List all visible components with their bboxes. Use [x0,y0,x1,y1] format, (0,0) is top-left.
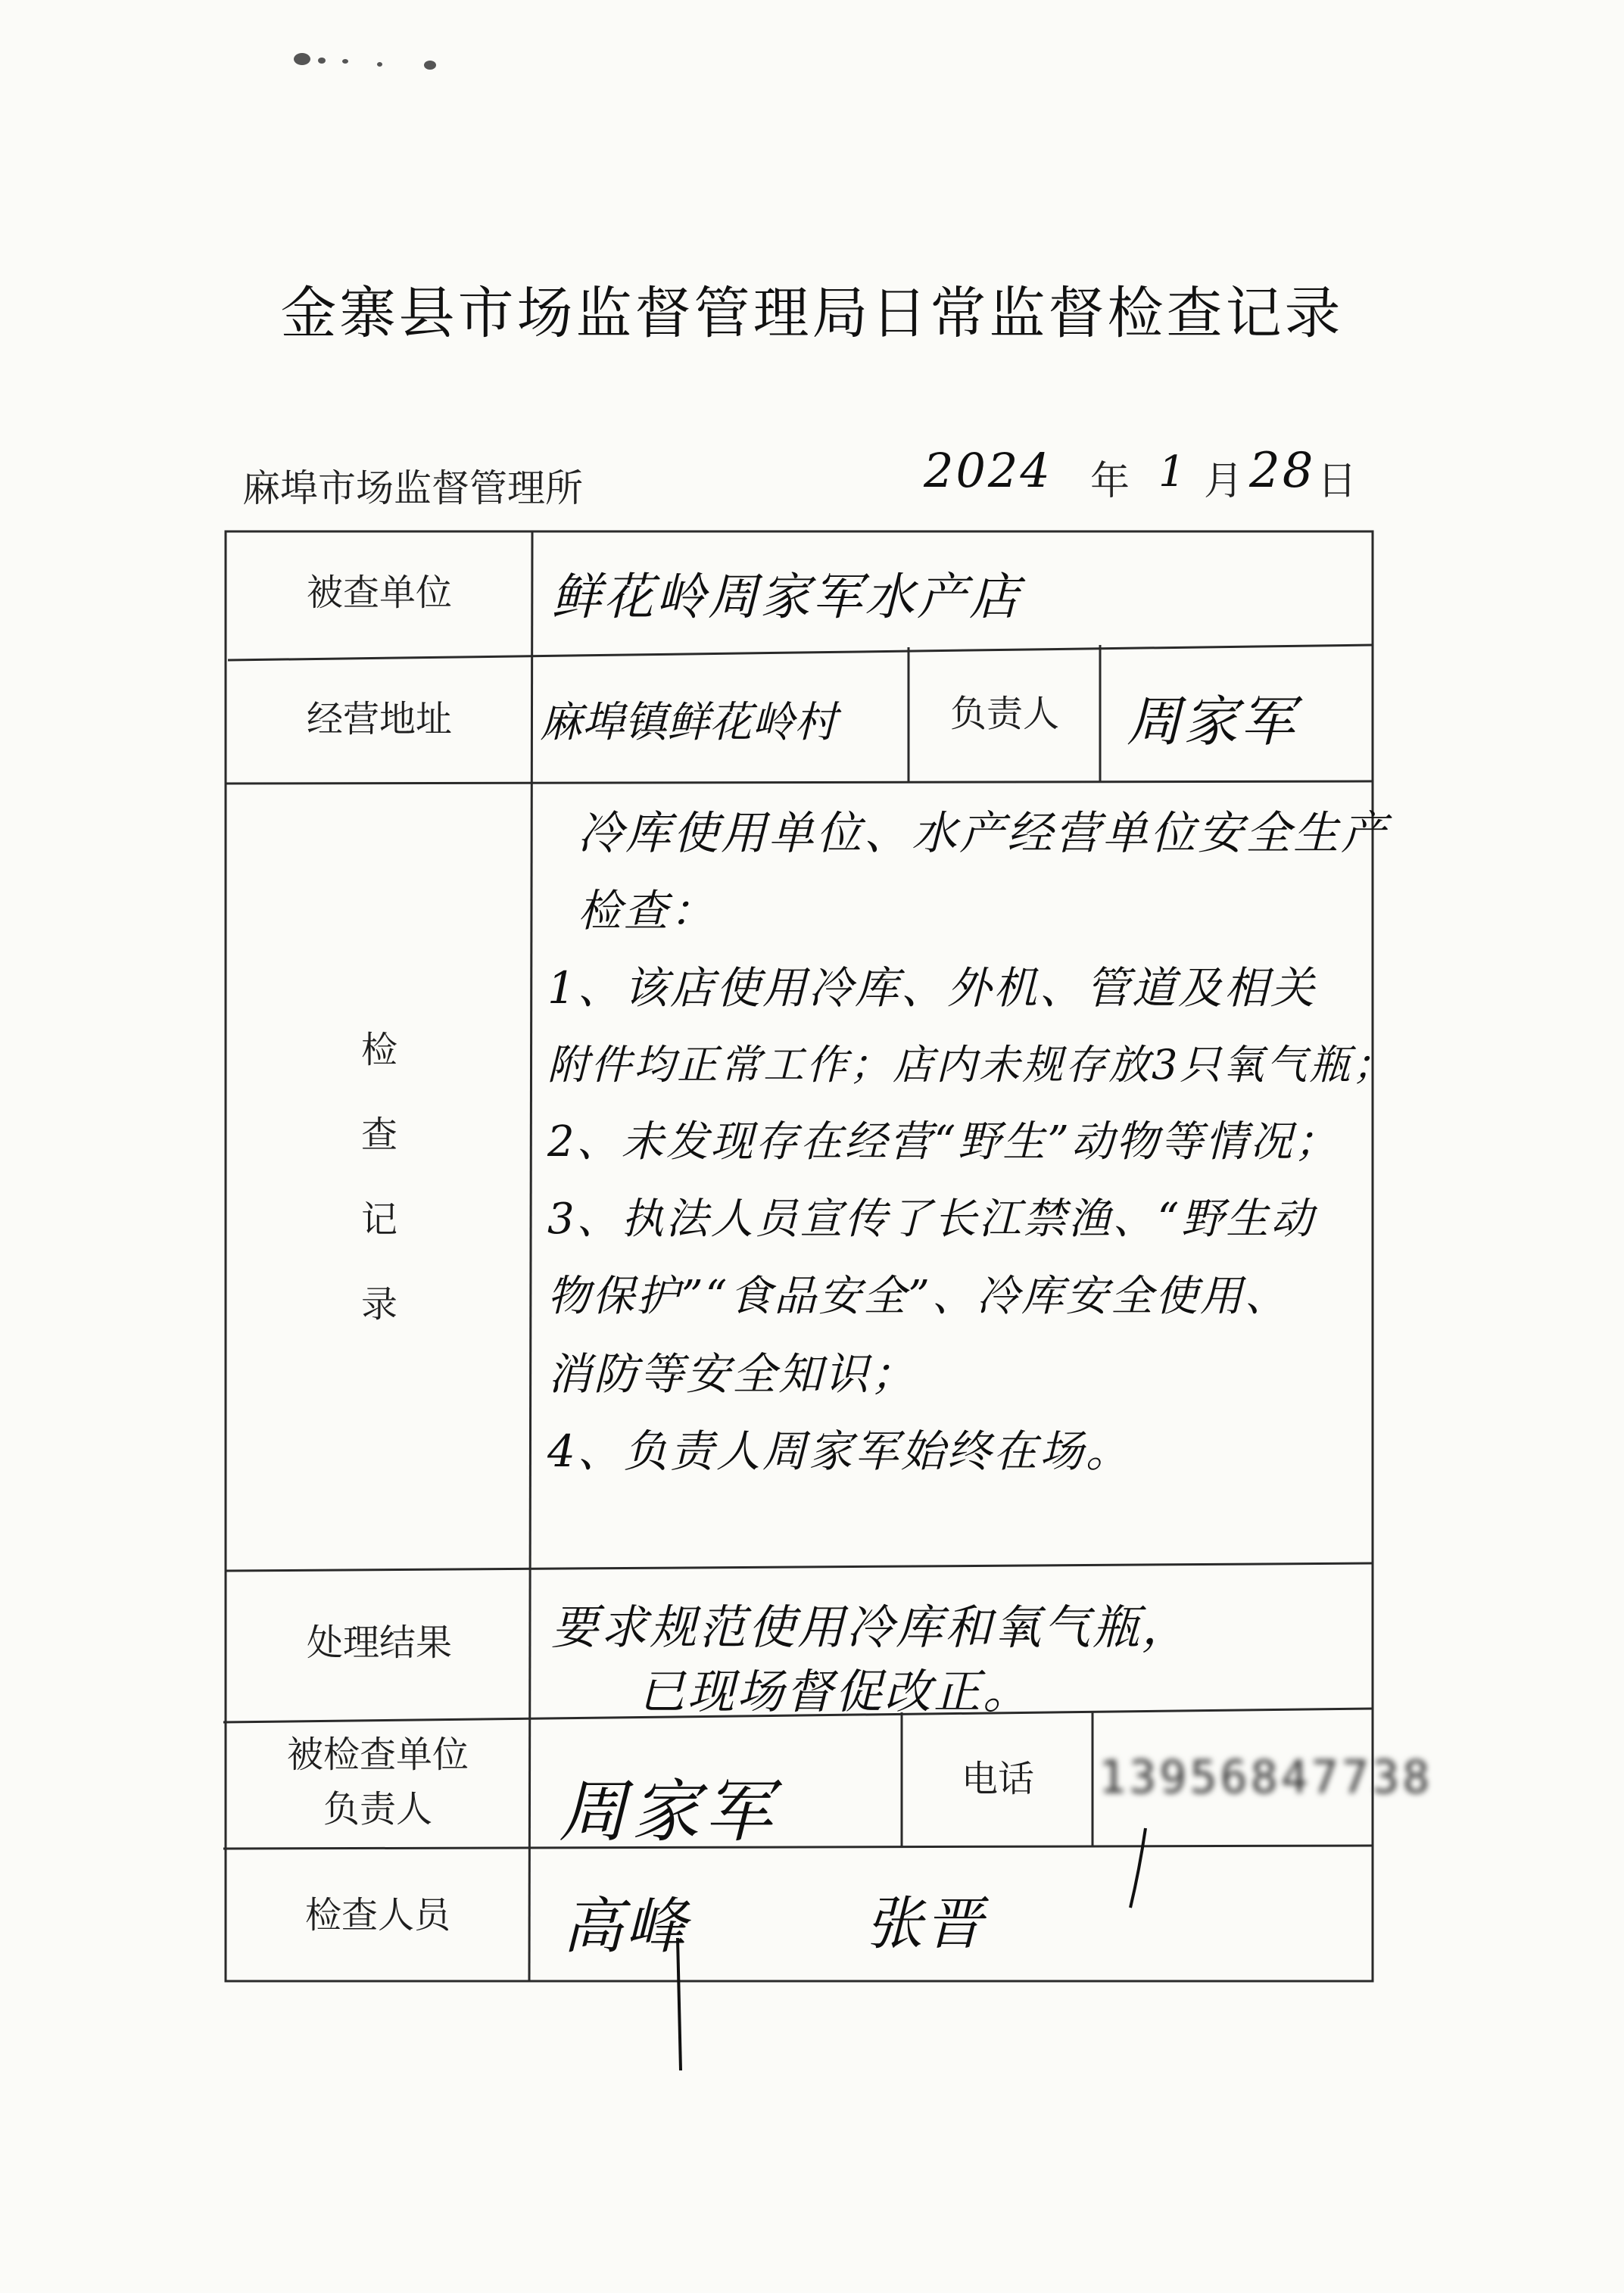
label-inspection-record [229,787,529,1567]
date-month-suffix: 月 [1204,459,1244,504]
record-line-6: 3、执法人员宣传了长江禁渔、“野生动 [547,1195,1316,1244]
record-line-9: 4、负责人周家军始终在场。 [547,1425,1132,1477]
phone-number-blurred: 13956847738 [1099,1751,1433,1804]
inspection-record-text [547,795,1396,1490]
result-line-1: 要求规范使用冷库和氧气瓶， [551,1600,1192,1655]
label-record-char-2: 查 [360,1114,397,1156]
value-inspected-unit: 鲜花岭周家军水产店 [551,568,1021,626]
value-address: 麻埠镇鲜花岭村 [540,698,837,747]
date-year-suffix: 年 [1090,459,1130,504]
label-inspected-unit: 被查单位 [306,571,452,614]
label-unit-leader-line-1: 被检查单位 [286,1734,469,1776]
date-year: 2024 [924,443,1052,498]
label-result: 处理结果 [306,1622,452,1664]
inspector-1-signature: 高峰 [563,1891,688,1961]
label-record-char-4: 录 [360,1283,397,1326]
record-line-3: 1、该店使用冷库、外机、管道及相关 [547,962,1317,1014]
label-phone: 电话 [961,1758,1034,1800]
date-day: 28 [1249,443,1316,499]
inspector-2-signature: 张晋 [865,1890,985,1957]
label-address: 经营地址 [306,698,452,740]
date-month: 1 [1158,447,1188,497]
pen-stroke-mark [1123,1824,1153,1915]
record-line-7: 物保护”“食品安全”、冷库安全使用、 [547,1272,1289,1321]
label-record-char-1: 检 [360,1029,397,1071]
document-title: 金寨县市场监督管理局日常监督检查记录 [280,281,1344,346]
label-unit-leader [226,1718,529,1846]
unit-leader-signature: 周家军 [559,1772,777,1852]
date-day-suffix: 日 [1317,459,1357,504]
record-line-5: 2、未发现存在经营“野生”动物等情况； [547,1117,1339,1167]
label-inspectors: 检查人员 [304,1894,450,1936]
record-line-4: 附件均正常工作；店内未规存放3只氧气瓶； [547,1041,1396,1089]
inspection-form-table [214,515,1433,1995]
issuing-office: 麻埠市场监督管理所 [242,466,583,510]
record-line-8: 消防等安全知识； [547,1348,918,1400]
record-line-2: 检查： [578,885,717,936]
label-unit-leader-line-2: 负责人 [323,1788,432,1830]
result-line-2: 已现场督促改正。 [638,1664,1033,1719]
signature-tail-stroke [669,1938,691,2074]
record-line-1: 冷库使用单位、水产经营单位安全生产 [578,807,1389,860]
paper-specks [288,45,469,76]
label-record-char-3: 记 [360,1198,397,1241]
value-person-in-charge: 周家军 [1127,690,1298,753]
label-person-in-charge: 负责人 [949,693,1059,735]
